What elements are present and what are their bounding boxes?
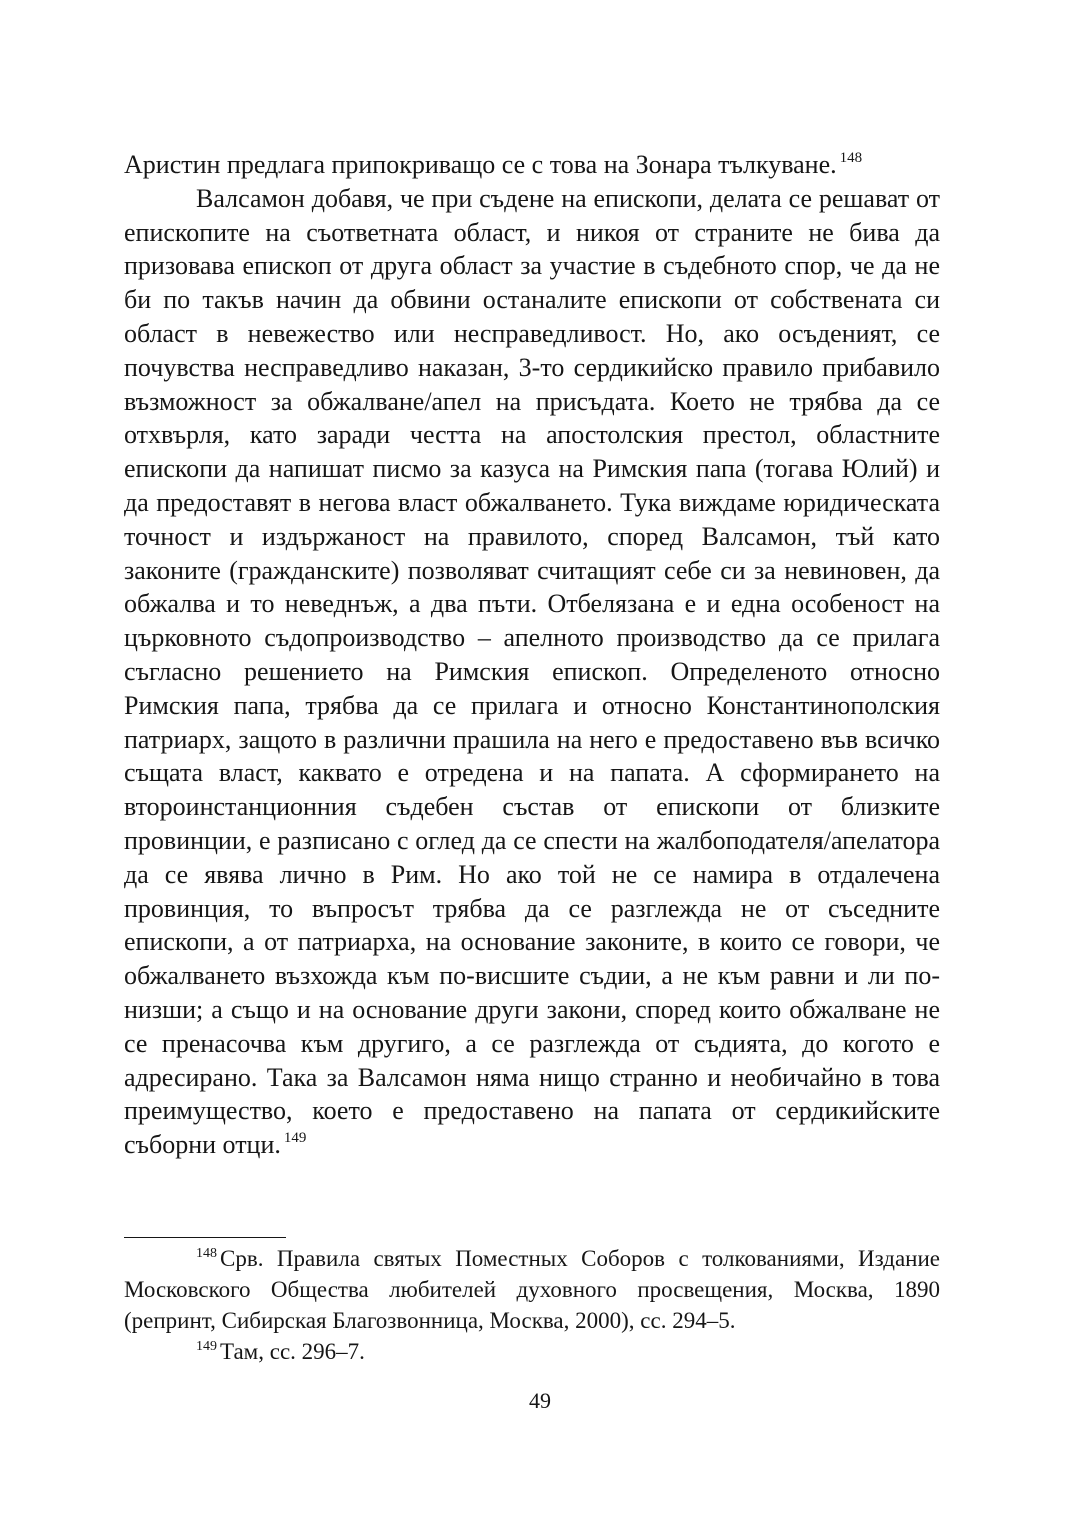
- footnotes: [124, 1243, 940, 1367]
- paragraph-text: Валсамон добавя, че при съдене на епископи, делата се решават от епископите на съответната област, и никоя от страните не бива да призовава епископ от друга област за участие в съдебното спор, че да не би по такъв начин да обвини останалите епископи от собствената си област в невежество или несправедливост. Но, ако осъденият, се почувства несправедливо наказан, 3-то сердикийско правило прибавило възможност за обжалване/апел на присъдата. Което не трябва да се отхвърля, като заради честта на апостолския престол, областните епископи да напишат писмо за казуса на Римския папа (тогава Юлий) и да предоставят в негова власт обжалването. Тука виждаме юридическата точност и издържаност на правилото, според Валсамон, тъй като законите (гражданските) позволяват считащият себе си за невиновен, да обжалва и то неведнъж, а два пъти. Отбелязана е и една особеност на църковното съдопроизводство – апелното производство да се прилага съгласно решението на Римския епископ. Определеното относно Римския папа, трябва да се прилага и относно Константинополския патриарх, защото в различни прашила на него е предоставено във всичко същата власт, каквато е отредена и на папата. А сформирането на второинстанционния съдебен състав от епископи от близките провинции, е разписано с оглед да се спести на жалбоподателя/апелатора да се явява лично в Рим. Но ако той не се намира в отдалечена провинция, то въпросът трябва да се разглежда не от съседните епископи, а от патриарха, на основание законите, в които се говори, че обжалването възхожда към по-висшите съдии, а не към равни и ли по-низши; а също и на основание други закони, според които обжалване не се пренасочва към другиго, а се разглежда от съдията, до когото е адресирано. Така за Валсамон няма нищо странно и необичайно в това преимущество, което е предоставено на папата от сердикийските съборни отци.: [124, 183, 940, 1160]
- footnote-148: [124, 1243, 940, 1336]
- page-number: 49: [529, 1388, 551, 1413]
- footnote-149: [124, 1336, 940, 1367]
- footnote-text: Срв. Правила святых Поместных Соборов с толкованиями, Издание Московского Общества любителей духовного просвещения, Москва, 1890 (репринт, Сибирская Благозвонница, Москва, 2000), сс. 294–5.: [124, 1246, 940, 1333]
- paragraph: [124, 148, 940, 182]
- paragraph: [124, 182, 940, 1162]
- footnote-number: 148: [196, 1246, 217, 1261]
- paragraph-text: Аристин предлага припокриващо се с това на Зонара тълкуване.: [124, 150, 837, 179]
- footnote-divider: [124, 1237, 286, 1238]
- footnote-ref-148[interactable]: 148: [839, 150, 863, 166]
- footnote-ref-149[interactable]: 149: [283, 1130, 307, 1147]
- body-text: [124, 148, 940, 1162]
- page-content: [124, 148, 940, 1162]
- footnote-text: Там, сс. 296–7.: [220, 1339, 365, 1364]
- footnote-number: 149: [196, 1339, 217, 1354]
